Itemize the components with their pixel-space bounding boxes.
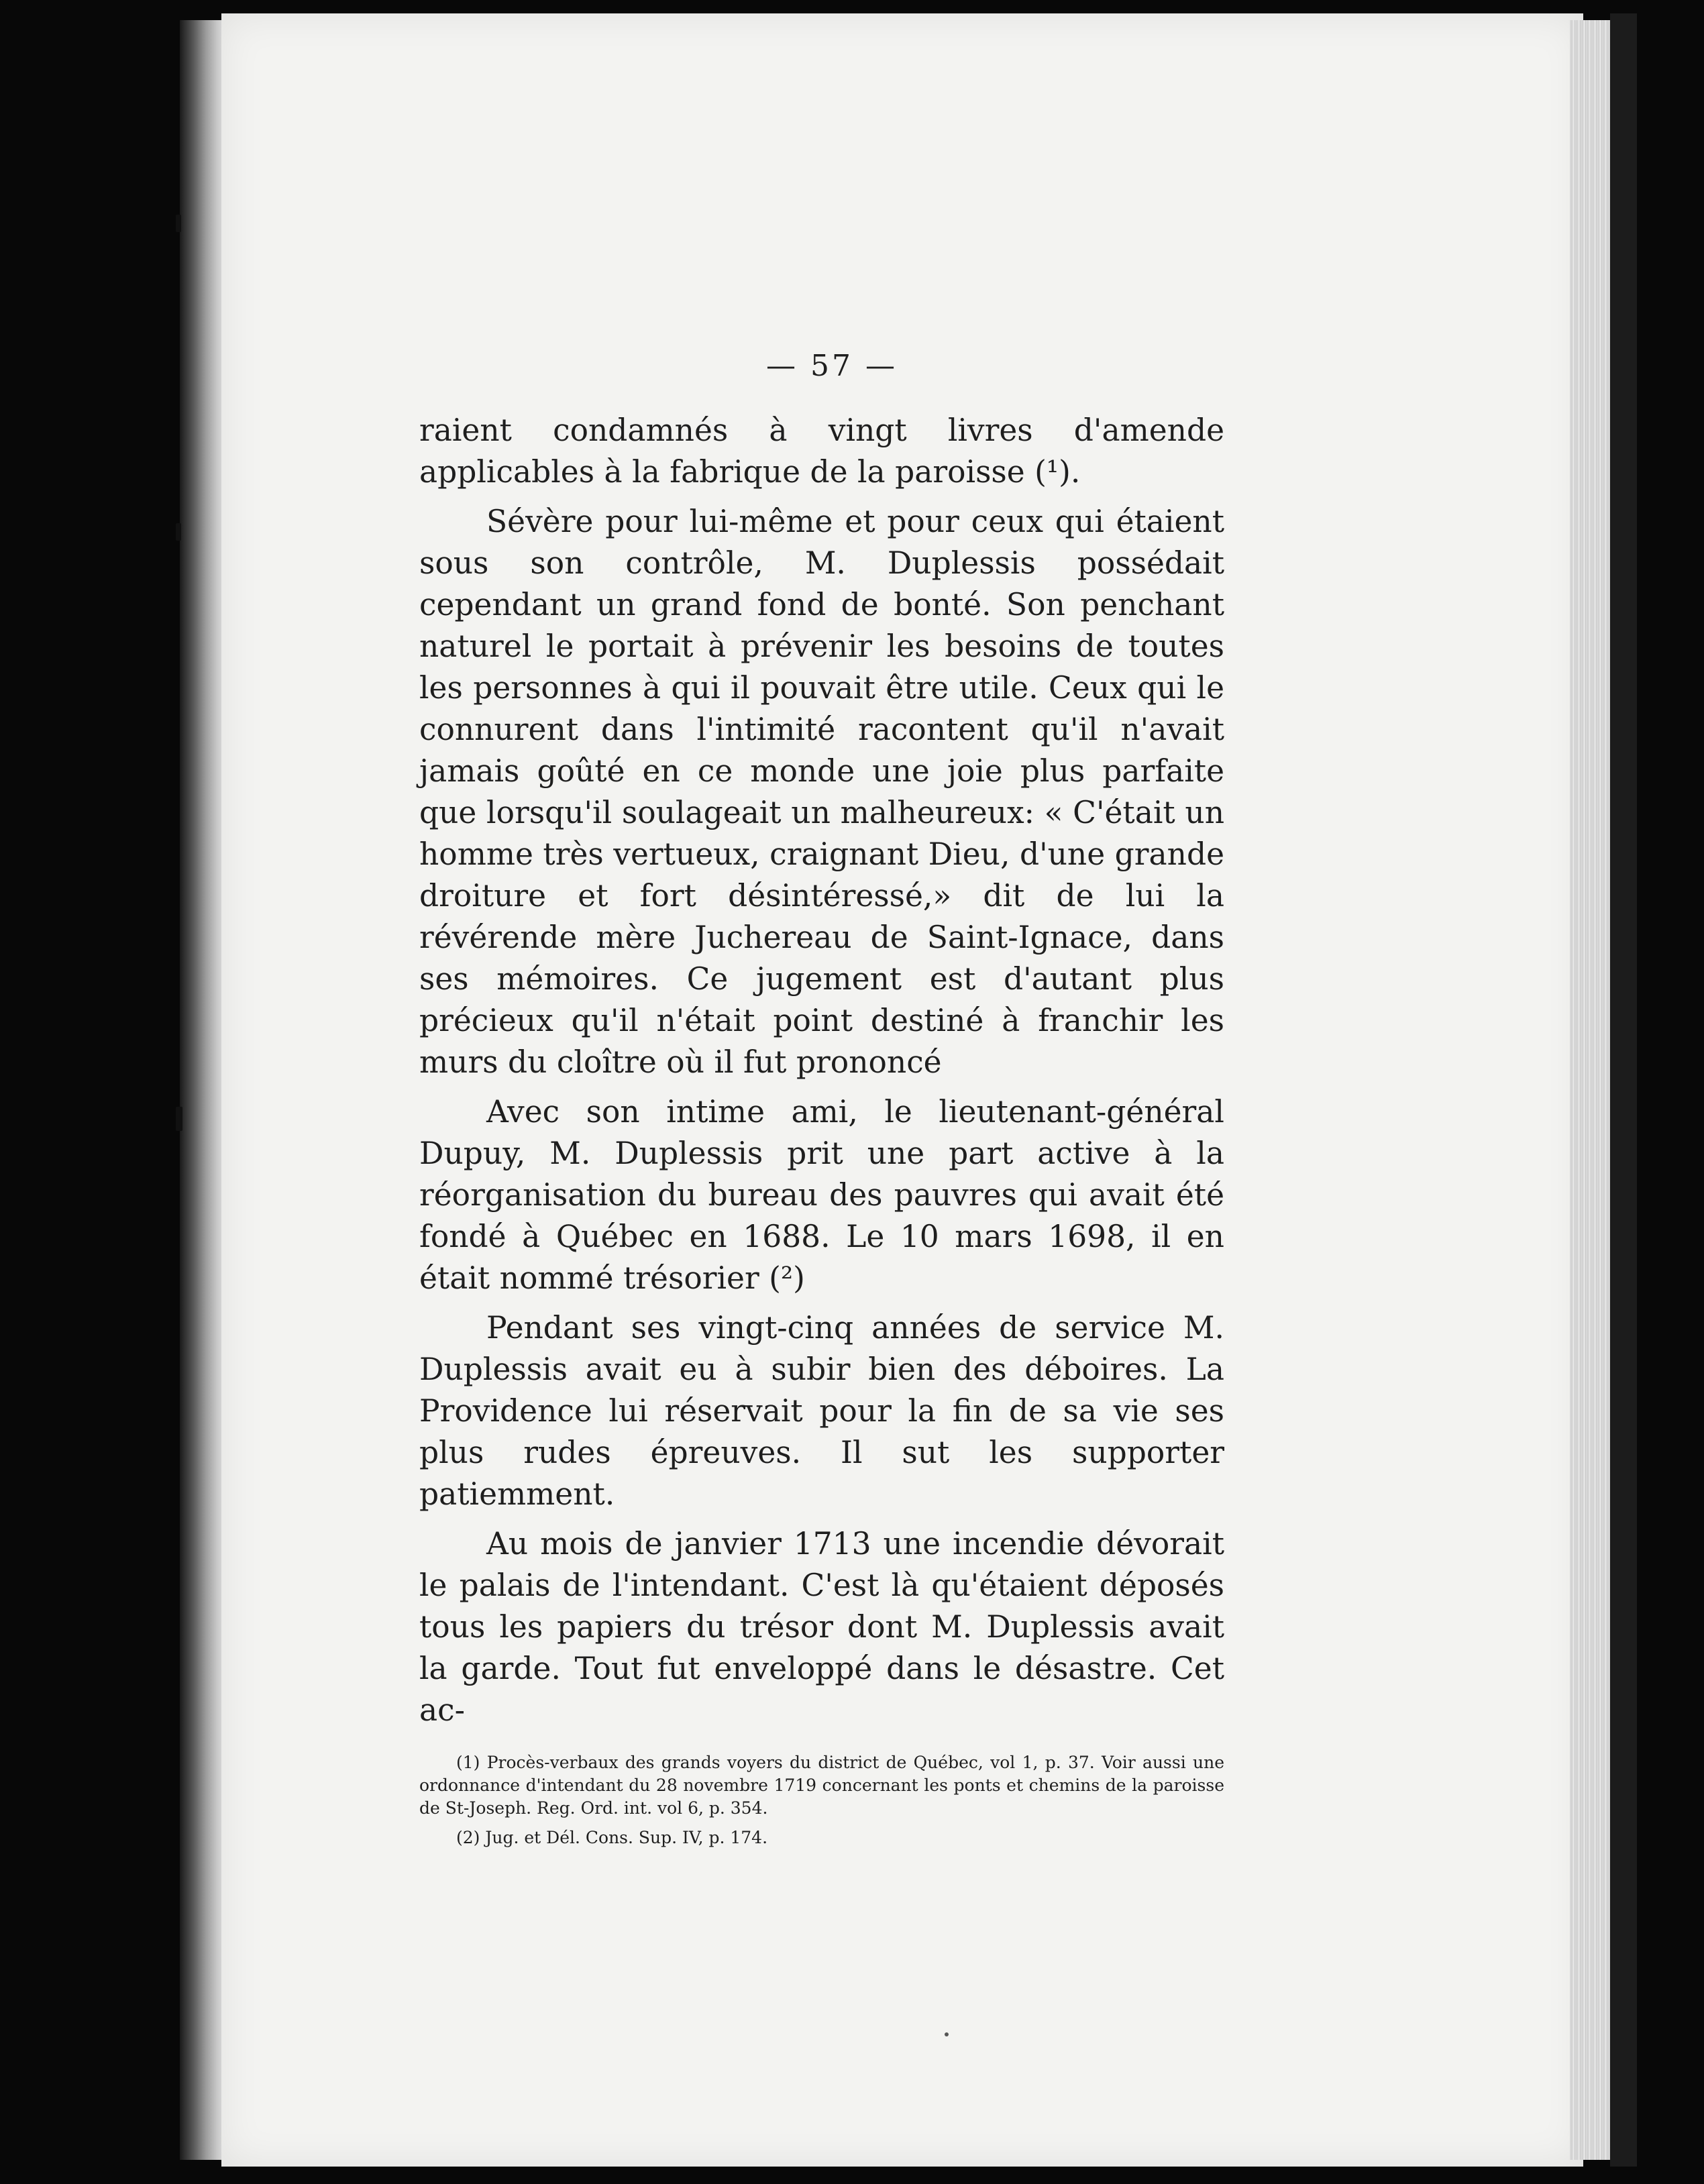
paragraph: raient condamnés à vingt livres d'amende applicables à la fabrique de la paroisse (¹). (419, 413, 1224, 490)
scan-mark (176, 1107, 182, 1131)
scan-mark (176, 523, 181, 541)
paragraph: Sévère pour lui-même et pour ceux qui étaient sous son contrôle, M. Duplessis possédait cependant un grand fond de bonté. Son penchant naturel le portait à prévenir les besoins de toutes les personnes à qui il pouvait être utile. Ceux qui le connurent dans l'intimité racontent qu'il n'avait jamais goûté en ce monde une joie plus parfaite que lorsqu'il soulageait un malheureux: « C'était un homme très vertueux, craignant Dieu, d'une grande droiture et fort désintéressé,» dit de lui la révérende mère Juchereau de Saint-Ignace, dans ses mémoires. Ce jugement est d'autant plus précieux qu'il n'était point destiné à franchir les murs du cloître où il fut prononcé (419, 504, 1224, 1080)
page-edges (1570, 20, 1610, 2160)
footnote: (2) Jug. et Dél. Cons. Sup. IV, p. 174. (456, 1828, 768, 1847)
paragraph: Au mois de janvier 1713 une incendie dévorait le palais de l'intendant. C'est là qu'étaient déposés tous les papiers du trésor dont M. Duplessis avait la garde. Tout fut enveloppé dans le désastre. Cet ac- (419, 1526, 1224, 1728)
page-edge-shadow (1610, 13, 1637, 2167)
footnotes (419, 1751, 1224, 1849)
paragraph: Pendant ses vingt-cinq années de service M. Duplessis avait eu à subir bien des déboires. La Providence lui réservait pour la fin de sa vie ses plus rudes épreuves. Il sut les supporter patiemment. (419, 1310, 1224, 1512)
scan-mark (176, 215, 181, 232)
speck (945, 2032, 949, 2036)
footnote: (1) Procès-verbaux des grands voyers du district de Québec, vol 1, p. 37. Voir aussi une ordonnance d'intendant du 28 novembre 1719 concernant les ponts et chemins de la paroisse de St-Joseph. Reg. Ord. int. vol 6, p. 354. (419, 1753, 1224, 1818)
book-gutter (180, 20, 227, 2160)
paragraph: Avec son intime ami, le lieutenant-général Dupuy, M. Duplessis prit une part active à la réorganisation du bureau des pauvres qui avait été fondé à Québec en 1688. Le 10 mars 1698, il en était nommé trésorier (²) (419, 1094, 1224, 1296)
text-block (419, 349, 1224, 1856)
page-number: — 57 — (766, 349, 898, 383)
